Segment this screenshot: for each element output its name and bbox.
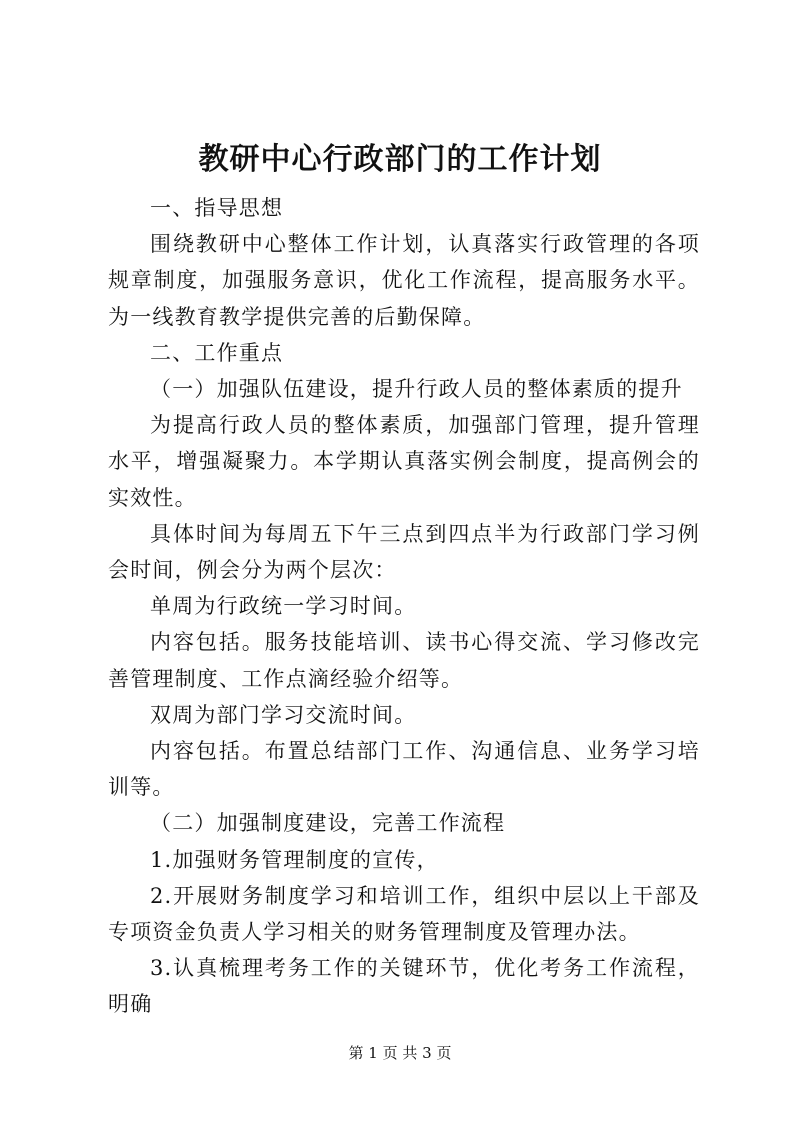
document-body [108, 190, 700, 1023]
paragraph-guiding-thought: 围绕教研中心整体工作计划，认真落实行政管理的各项规章制度，加强服务意识，优化工作流程，提高服务水平。为一线教育教学提供完善的后勤保障。 [108, 232, 700, 329]
heading-work-focus: 二、工作重点 [150, 340, 284, 365]
paragraph-double-week: 双周为部门学习交流时间。 [150, 702, 417, 727]
page-footer: 第 1 页 共 3 页 [348, 1044, 452, 1062]
paragraph-double-week-content: 内容包括。布置总结部门工作、沟通信息、业务学习培训等。 [108, 739, 700, 800]
list-item-2: 2.开展财务制度学习和培训工作，组织中层以上干部及专项资金负责人学习相关的财务管理制度及管理办法。 [108, 883, 700, 945]
paragraph-meeting-time: 具体时间为每周五下午三点到四点半为行政部门学习例会时间，例会分为两个层次： [108, 521, 700, 583]
list-item-3: 3.认真梳理考务工作的关键环节，优化考务工作流程，明确 [108, 956, 700, 1017]
paragraph-team-building: 为提高行政人员的整体素质，加强部门管理，提升管理水平，增强凝聚力。本学期认真落实例会制度，提高例会的实效性。 [108, 413, 700, 510]
paragraph-single-week: 单周为行政统一学习时间。 [150, 594, 417, 619]
paragraph-single-week-content: 内容包括。服务技能培训、读书心得交流、学习修改完善管理制度、工作点滴经验介绍等。 [108, 630, 700, 691]
heading-guiding-thought: 一、指导思想 [150, 196, 284, 220]
document-title: 教研中心行政部门的工作计划 [198, 142, 602, 177]
subheading-team-building: （一）加强队伍建设，提升行政人员的整体素质的提升 [150, 377, 683, 402]
subheading-system-building: （二）加强制度建设，完善工作流程 [150, 811, 506, 836]
list-item-1: 1.加强财务管理制度的宣传， [150, 847, 439, 872]
